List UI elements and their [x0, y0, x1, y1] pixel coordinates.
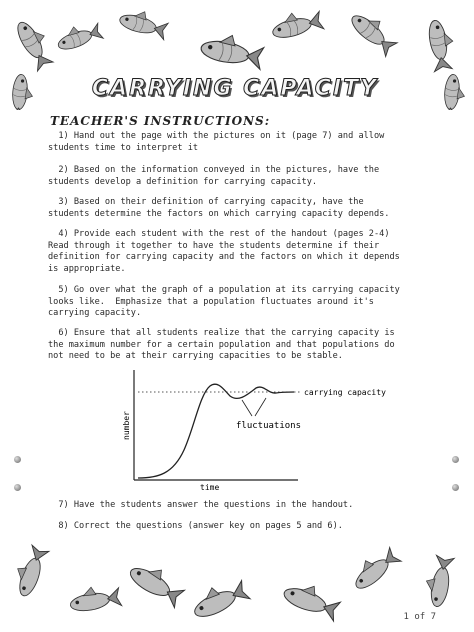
fish-icon — [347, 6, 401, 56]
fish-icon — [281, 577, 343, 621]
instruction-4: 4) Provide each student with the rest of the handout (pages 2-4) Read through it together to have the students determine if their definition for carrying capacity and the factors on which it depends is appropriate. — [48, 229, 400, 274]
fish-icon — [348, 543, 402, 593]
instruction-7: 7) Have the students answer the questions in the handout. — [48, 500, 354, 510]
instruction-6: 6) Ensure that all students realize that the carrying capacity is the maximum number for a certain population and that populations do not need to be at their carrying capacities to be stable. — [48, 328, 395, 361]
fish-icon — [442, 74, 467, 110]
page-number: 1 of 7 — [403, 612, 436, 622]
bubble-icon — [14, 456, 21, 463]
page-title: CARRYING CAPACITY — [91, 76, 379, 101]
instruction-8: 8) Correct the questions (answer key on pages 5 and 6). — [48, 521, 343, 531]
population-curve — [138, 384, 294, 478]
fish-icon — [10, 543, 49, 598]
carrying-capacity-graph — [118, 366, 438, 496]
fluctuation-arrow — [255, 398, 266, 416]
fish-icon — [10, 74, 35, 110]
fish-icon — [269, 6, 324, 42]
bubble-icon — [14, 484, 21, 491]
fish-icon — [12, 16, 57, 71]
fish-icon — [422, 554, 454, 608]
fish-icon — [426, 18, 458, 72]
fish-icon — [126, 557, 187, 608]
instruction-2: 2) Based on the information conveyed in the pictures, have the students develop a definition for carrying capacity. — [48, 165, 380, 187]
fluctuation-arrow — [242, 400, 252, 416]
fish-icon — [68, 583, 122, 615]
capacity-label: carrying capacity — [304, 388, 386, 397]
instruction-1: 1) Hand out the page with the pictures on it (page 7) and allow students time to interpret it — [48, 131, 385, 153]
bubble-icon — [452, 484, 459, 491]
instruction-3: 3) Based on their definition of carrying capacity, have the students determine the factors on which carrying capacity depends. — [48, 197, 390, 219]
fish-icon — [188, 575, 250, 622]
fish-icon — [118, 6, 170, 40]
bubble-icon — [452, 456, 459, 463]
y-axis-label: number — [122, 411, 131, 440]
x-axis-label: time — [200, 483, 220, 492]
fish-icon — [54, 19, 103, 54]
fluctuations-label: fluctuations — [236, 421, 302, 431]
instructions-heading: TEACHER'S INSTRUCTIONS: — [50, 114, 271, 128]
fish-icon — [199, 30, 265, 69]
instruction-5: 5) Go over what the graph of a population at its carrying capacity looks like. Emphasize that a population fluctuates around it's carrying capacity. — [48, 285, 400, 318]
